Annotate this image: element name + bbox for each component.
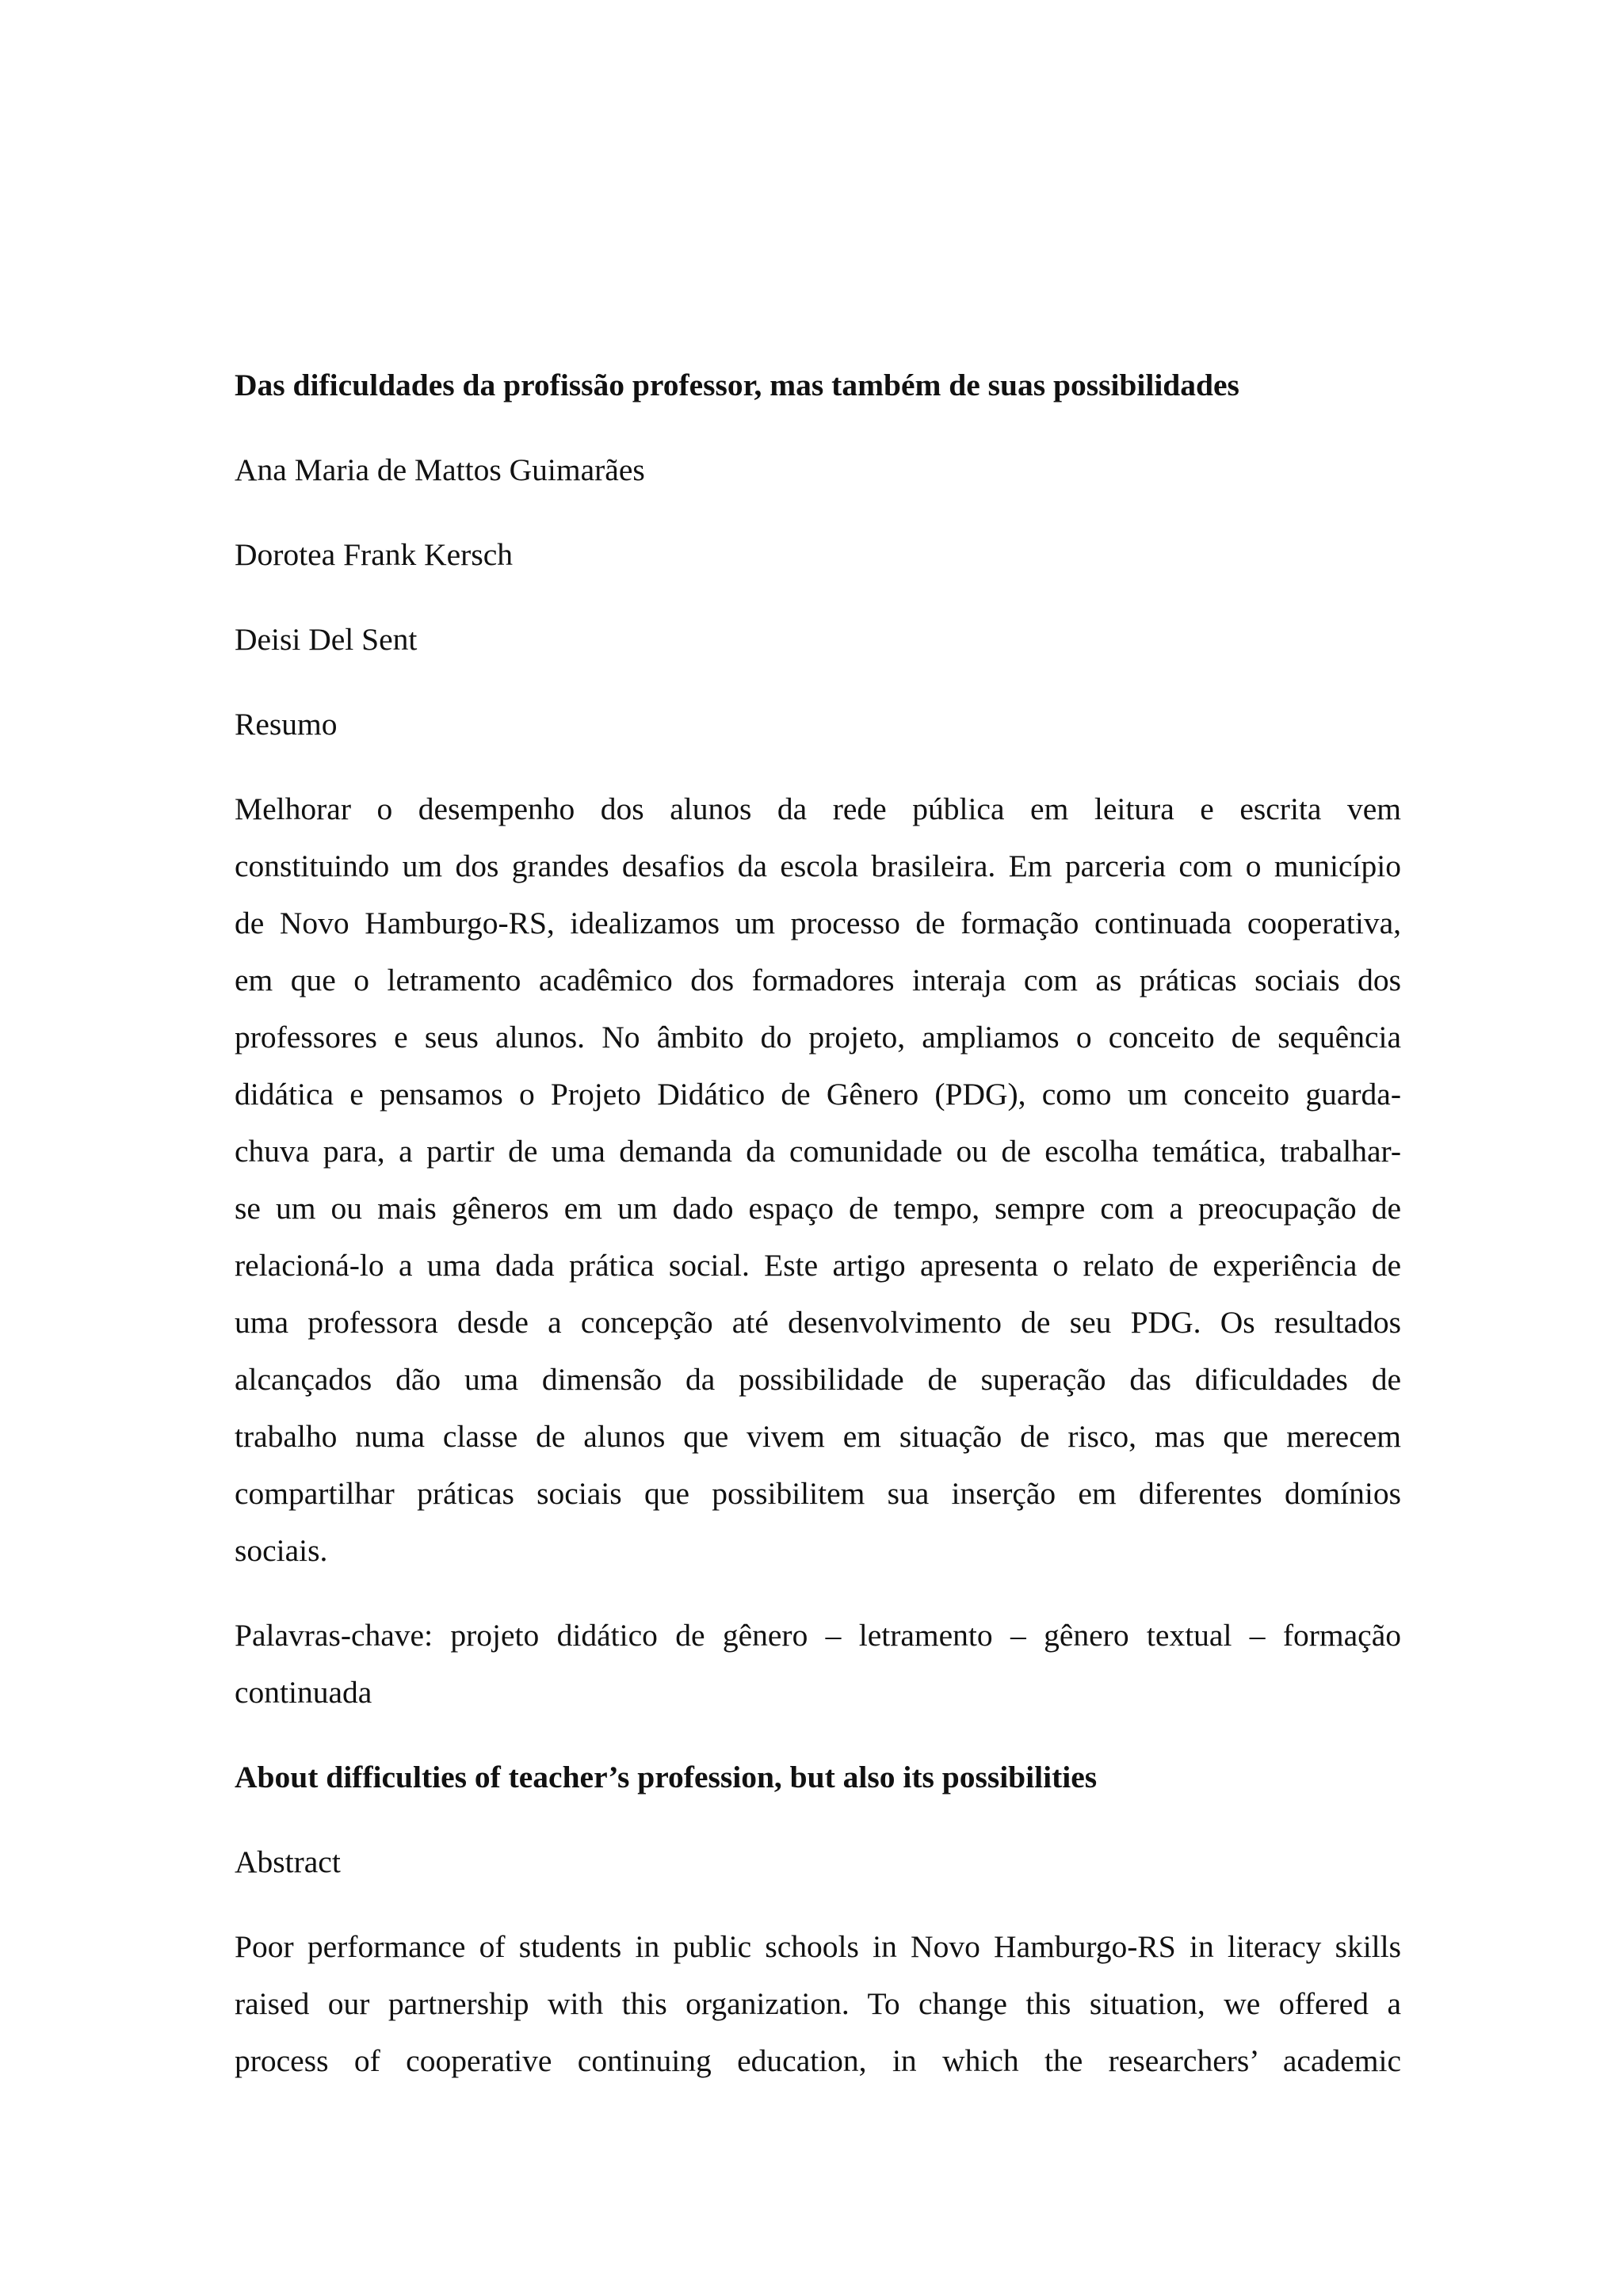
resumo-line: uma professora desde a concepção até desenvolvimento de seu PDG. Os resultados [235,1305,1401,1340]
keywords [235,1607,1401,1721]
title-portuguese: Das dificuldades da profissão professor, mas também de suas possibilidades [235,368,1239,402]
author-3: Deisi Del Sent [235,622,418,657]
keywords-line: Palavras-chave: projeto didático de gênero – letramento – gênero textual – formação [235,1618,1401,1653]
resumo-line: chuva para, a partir de uma demanda da comunidade ou de escolha temática, trabalhar- [235,1134,1401,1169]
resumo-body [235,780,1401,1579]
resumo-line: se um ou mais gêneros em um dado espaço de tempo, sempre com a preocupação de [235,1191,1401,1226]
resumo-line: constituindo um dos grandes desafios da escola brasileira. Em parceria com o município [235,849,1401,883]
resumo-line: professores e seus alunos. No âmbito do projeto, ampliamos o conceito de sequência [235,1020,1401,1055]
abstract-line: raised our partnership with this organization. To change this situation, we offered a [235,1986,1401,2021]
abstract-heading: Abstract [235,1844,341,1879]
abstract-line: process of cooperative continuing education, in which the researchers’ academic [235,2043,1401,2078]
resumo-line: trabalho numa classe de alunos que vivem em situação de risco, mas que merecem [235,1419,1401,1454]
author-2: Dorotea Frank Kersch [235,537,513,572]
resumo-line: de Novo Hamburgo-RS, idealizamos um processo de formação continuada cooperativa, [235,906,1401,940]
resumo-line: didática e pensamos o Projeto Didático de Gênero (PDG), como um conceito guarda- [235,1077,1401,1112]
abstract-line: Poor performance of students in public schools in Novo Hamburgo-RS in literacy skills [235,1929,1401,1964]
resumo-line: compartilhar práticas sociais que possibilitem sua inserção em diferentes domínios [235,1476,1401,1511]
author-1: Ana Maria de Mattos Guimarães [235,452,645,487]
resumo-line: sociais. [235,1533,328,1568]
resumo-line: alcançados dão uma dimensão da possibilidade de superação das dificuldades de [235,1362,1401,1397]
resumo-heading: Resumo [235,707,338,742]
resumo-line: Melhorar o desempenho dos alunos da rede pública em leitura e escrita vem [235,791,1401,826]
document-page [235,357,1401,2089]
resumo-line: em que o letramento acadêmico dos formadores interaja com as práticas sociais dos [235,963,1401,997]
abstract-body [235,1918,1401,2089]
keywords-line: continuada [235,1675,372,1710]
title-english: About difficulties of teacher’s profession, but also its possibilities [235,1760,1098,1794]
resumo-line: relacioná-lo a uma dada prática social. Este artigo apresenta o relato de experiência de [235,1248,1401,1283]
